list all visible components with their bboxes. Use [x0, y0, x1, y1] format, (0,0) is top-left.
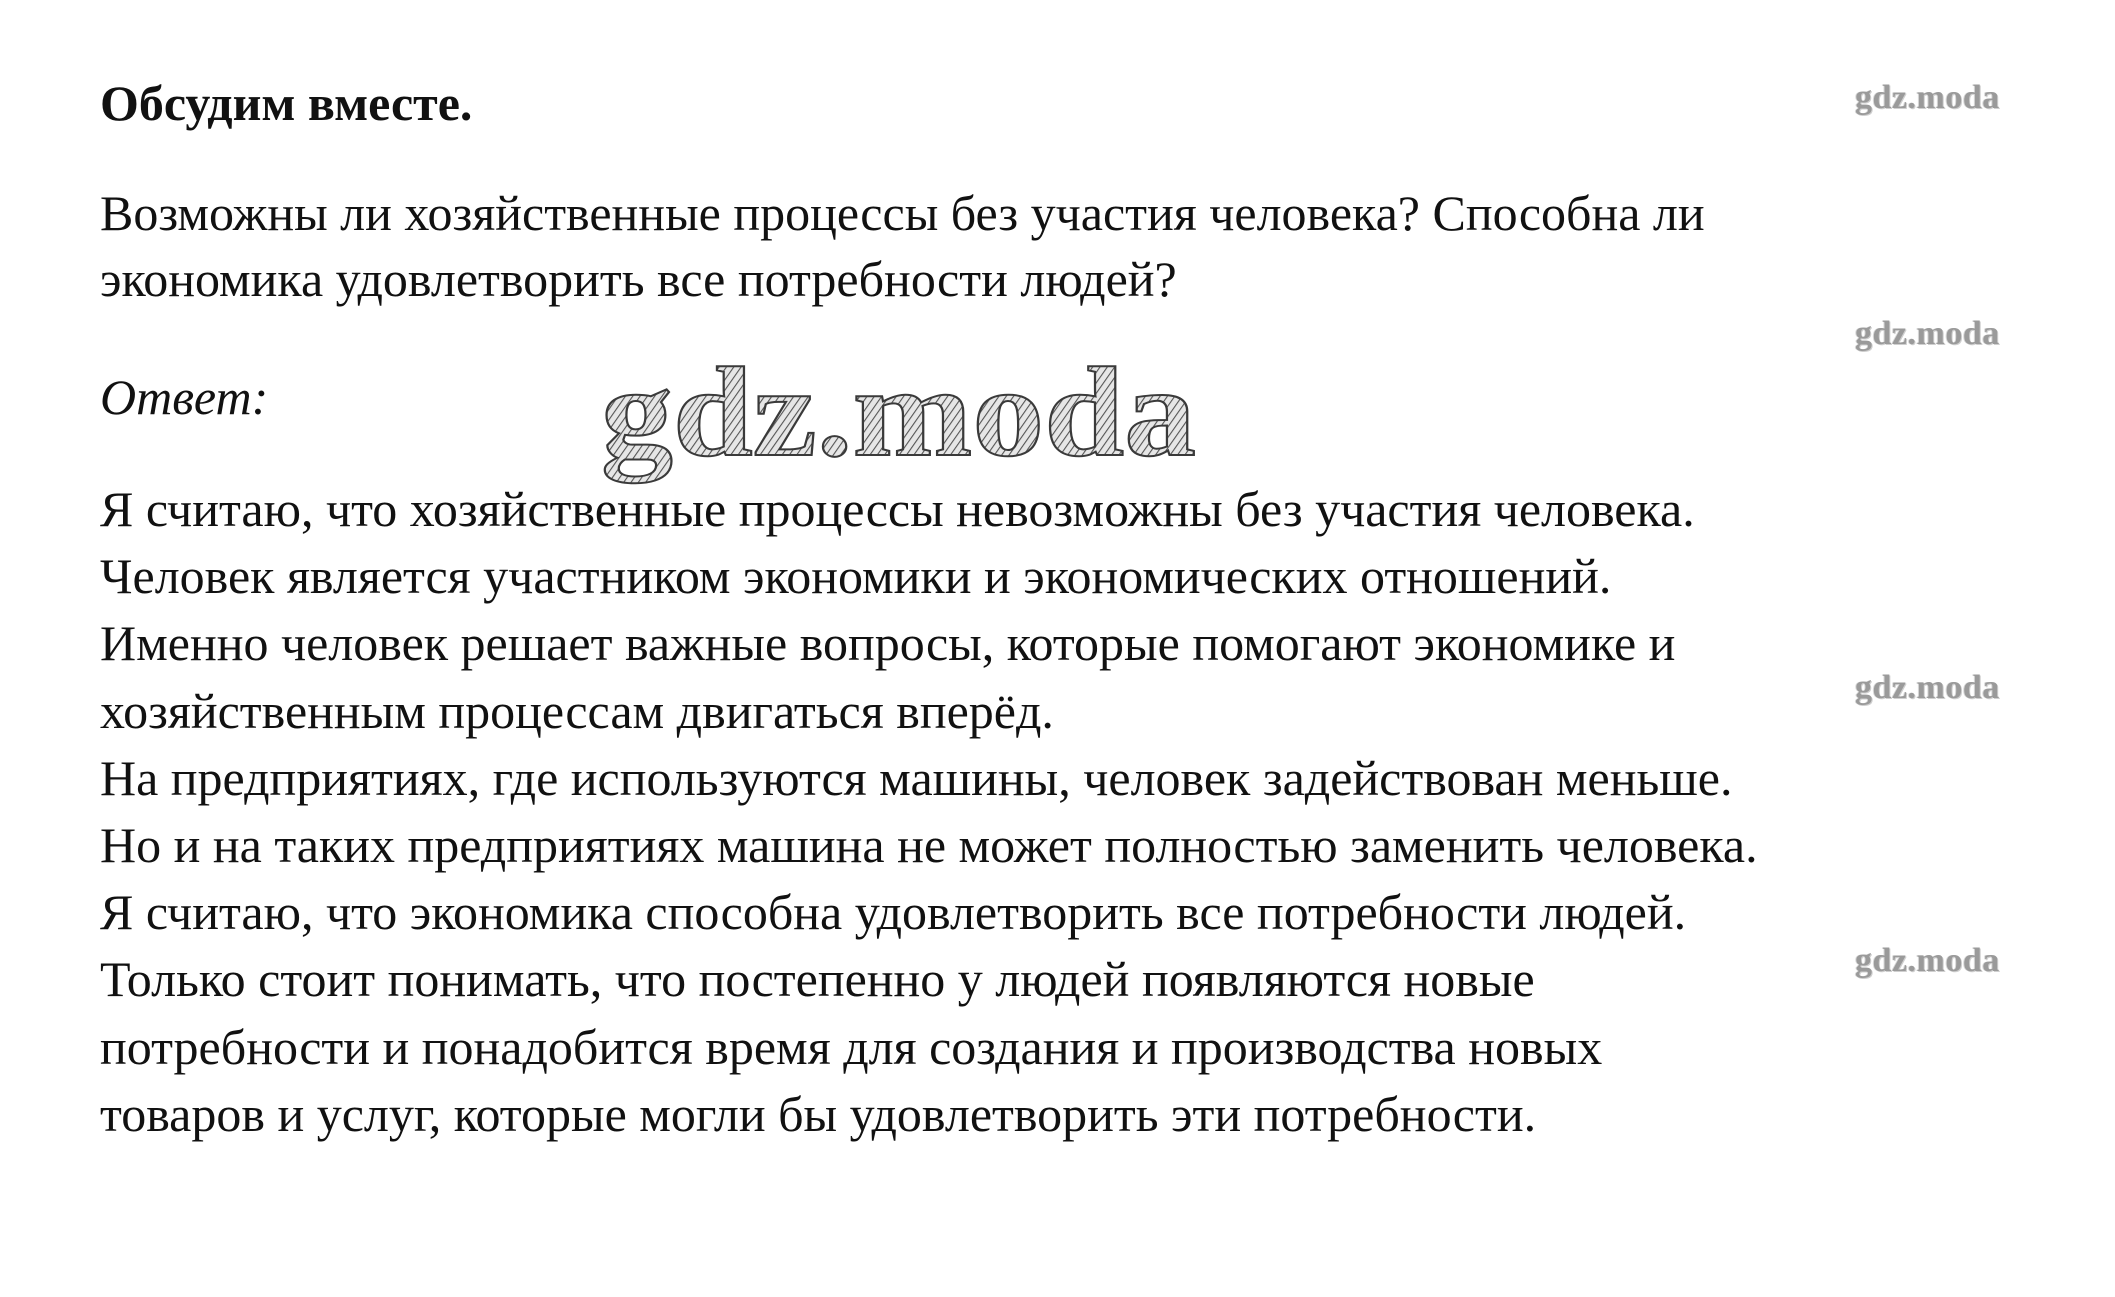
answer-line: Только стоит понимать, что постепенно у людей появляются новые	[100, 951, 1535, 1008]
question-line: Возможны ли хозяйственные процессы без участия человека? Способна ли	[100, 185, 1705, 241]
answer-line: Именно человек решает важные вопросы, которые помогают экономике и	[100, 615, 1676, 672]
answer-line: На предприятиях, где используются машины, человек задействован меньше.	[100, 749, 1733, 806]
answer-line: потребности и понадобится время для создания и производства новых	[100, 1018, 1603, 1075]
answer-line: Но и на таких предприятиях машина не может полностью заменить человека.	[100, 817, 1758, 874]
answer-line: товаров и услуг, которые могли бы удовлетворить эти потребности.	[100, 1085, 1537, 1142]
answer-text	[100, 476, 2090, 1148]
question-line: экономика удовлетворить все потребности людей?	[100, 251, 1177, 307]
answer-line: Я считаю, что хозяйственные процессы невозможны без участия человека.	[100, 481, 1695, 537]
answer-label: Ответ:	[100, 369, 269, 425]
watermark-small: gdz.moda	[1855, 669, 2000, 706]
section-heading: Обсудим вместе.	[100, 75, 473, 131]
watermark-small: gdz.moda	[1855, 79, 2000, 116]
question-text	[100, 180, 2060, 312]
answer-line: Человек является участником экономики и экономических отношений.	[100, 548, 1612, 605]
watermark-logo-text: gdz.moda	[601, 355, 1196, 483]
watermark-small: gdz.moda	[1855, 315, 2000, 352]
answer-line: хозяйственным процессам двигаться вперёд.	[100, 682, 1054, 739]
answer-line: Я считаю, что экономика способна удовлетворить все потребности людей.	[100, 884, 1687, 941]
watermark-small: gdz.moda	[1855, 942, 2000, 979]
